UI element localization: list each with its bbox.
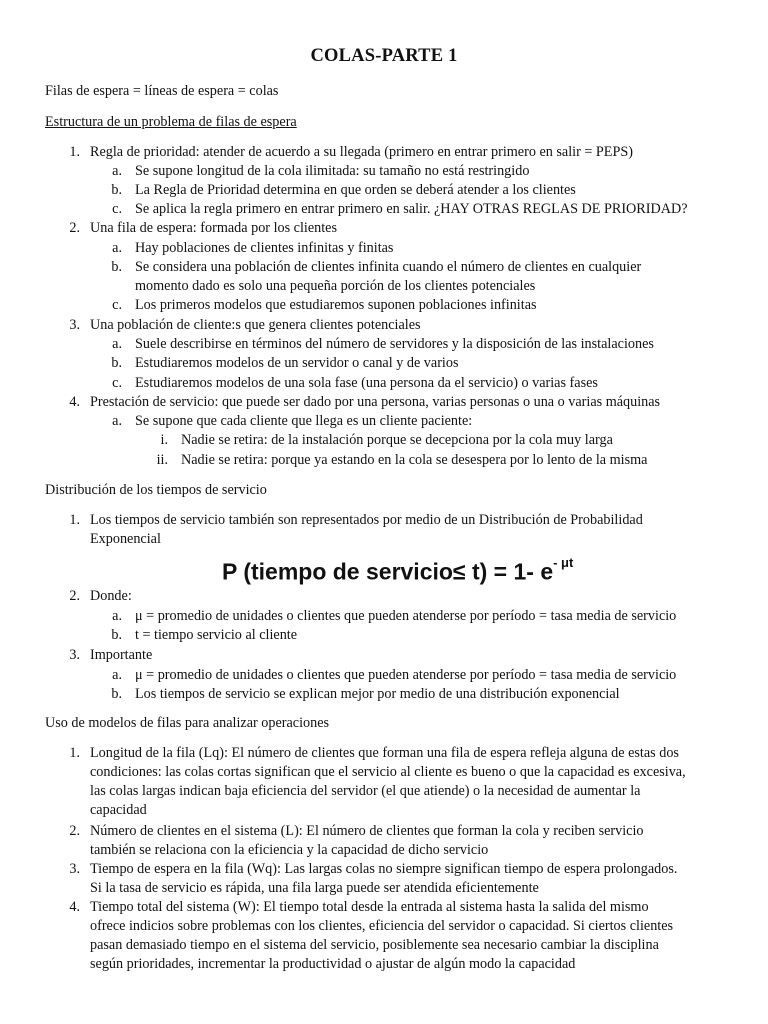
- sublist-item: Se considera una población de clientes infinita cuando el número de clientes en cualquier: [135, 259, 642, 275]
- sublist-letter: b.: [111, 355, 122, 371]
- sublist-item: Se aplica la regla primero en entrar primero en salir. ¿HAY OTRAS REGLAS DE PRIORIDAD?: [135, 201, 688, 217]
- list-item: Tiempo total del sistema (W): El tiempo total desde la entrada al sistema hasta la salida del mismo: [90, 899, 649, 915]
- sublist-letter: a.: [112, 240, 122, 256]
- list-item: Donde:: [90, 588, 132, 604]
- page-title: COLAS-PARTE 1: [310, 46, 458, 66]
- list-item-continuation: las colas largas indican baja eficiencia del servidor (el que atiende) o la necesidad de aumentar la: [90, 783, 641, 799]
- sublist-item: La Regla de Prioridad determina en que orden se deberá atender a los clientes: [135, 182, 576, 198]
- list-item: Importante: [90, 647, 153, 663]
- sublist-letter: a.: [112, 163, 122, 179]
- list-number: 1.: [69, 745, 80, 761]
- sublist-item: Hay poblaciones de clientes infinitas y finitas: [135, 240, 394, 256]
- list-item-continuation: Si la tasa de servicio es rápida, una fila larga puede ser atendida eficientemente: [90, 880, 539, 896]
- sublist-item: Estudiaremos modelos de un servidor o canal y de varios: [135, 355, 459, 371]
- sublist-item: μ = promedio de unidades o clientes que pueden atenderse por período = tasa media de servicio: [135, 667, 677, 683]
- subsublist-numeral: i.: [160, 432, 168, 448]
- sublist-letter: b.: [111, 686, 122, 702]
- formula-main: P (tiempo de servicio≤ t) = 1- e: [222, 558, 554, 585]
- sublist-letter: c.: [112, 297, 122, 313]
- list-item-continuation: capacidad: [90, 802, 147, 818]
- subsublist-item: Nadie se retira: porque ya estando en la cola se desespera por lo lento de la misma: [181, 452, 648, 468]
- list-item: Longitud de la fila (Lq): El número de clientes que forman una fila de espera refleja alguna de estas dos: [90, 745, 679, 761]
- sublist-letter: a.: [112, 336, 122, 352]
- sublist-item-continuation: momento dado es solo una pequeña porción de los clientes potenciales: [135, 278, 536, 294]
- sublist-letter: a.: [112, 667, 122, 683]
- formula-exponent: - μt: [553, 555, 574, 570]
- sublist-letter: c.: [112, 375, 122, 391]
- list-number: 2.: [69, 220, 80, 236]
- sublist-item: Se supone longitud de la cola ilimitada: su tamaño no está restringido: [135, 163, 530, 179]
- list-item-continuation: pasan demasiado tiempo en el sistema del servicio, posiblemente sea necesario cambiar la disciplina: [90, 937, 659, 953]
- sublist-item: μ = promedio de unidades o clientes que pueden atenderse por período = tasa media de servicio: [135, 608, 677, 624]
- sublist-letter: c.: [112, 201, 122, 217]
- subsublist-numeral: ii.: [156, 452, 168, 468]
- sublist-letter: b.: [111, 627, 122, 643]
- subsublist-item: Nadie se retira: de la instalación porque se decepciona por la cola muy larga: [181, 432, 613, 448]
- list-item-continuation: condiciones: las colas cortas significan que el servicio al cliente es bueno o que la capacidad es excesiva,: [90, 764, 686, 780]
- list-item-continuation: según prioridades, incrementar la productividad o ajustar de algún modo la capacidad: [90, 956, 576, 972]
- section1-heading: Estructura de un problema de filas de espera: [45, 114, 297, 130]
- sublist-item: Los tiempos de servicio se explican mejor por medio de una distribución exponencial: [135, 686, 620, 702]
- list-item: Una población de cliente:s que genera clientes potenciales: [90, 317, 421, 333]
- sublist-item: t = tiempo servicio al cliente: [135, 627, 298, 643]
- list-item: Los tiempos de servicio también son representados por medio de un Distribución de Probabilidad: [90, 512, 643, 528]
- list-number: 3.: [69, 861, 80, 877]
- sublist-letter: b.: [111, 259, 122, 275]
- sublist-letter: b.: [111, 182, 122, 198]
- sublist-item: Suele describirse en términos del número de servidores y la disposición de las instalaciones: [135, 336, 654, 352]
- sublist-item: Los primeros modelos que estudiaremos suponen poblaciones infinitas: [135, 297, 537, 313]
- list-item-continuation: también se relaciona con la eficiencia y la capacidad de dicho servicio: [90, 842, 489, 858]
- list-number: 2.: [69, 823, 80, 839]
- list-number: 1.: [69, 144, 80, 160]
- list-item-continuation: ofrece indicios sobre problemas con los clientes, eficiencia del servidor o capacidad. Si ciertos clientes: [90, 918, 674, 934]
- list-number: 1.: [69, 512, 80, 528]
- list-item: Tiempo de espera en la fila (Wq): Las largas colas no siempre significan tiempo de espera prolongados.: [90, 861, 678, 877]
- sublist-letter: a.: [112, 413, 122, 429]
- list-item: Prestación de servicio: que puede ser dado por una persona, varias personas o una o varias máquinas: [90, 394, 661, 410]
- intro-text: Filas de espera = líneas de espera = colas: [45, 83, 279, 99]
- section3-heading: Uso de modelos de filas para analizar operaciones: [45, 715, 330, 731]
- list-item-continuation: Exponencial: [90, 531, 161, 547]
- list-item: Una fila de espera: formada por los clientes: [90, 220, 337, 236]
- list-number: 4.: [69, 899, 80, 915]
- list-number: 3.: [69, 317, 80, 333]
- sublist-letter: a.: [112, 608, 122, 624]
- section2-heading: Distribución de los tiempos de servicio: [45, 482, 267, 498]
- sublist-item: Se supone que cada cliente que llega es un cliente paciente:: [135, 413, 473, 429]
- list-number: 4.: [69, 394, 80, 410]
- probability-formula: [222, 552, 573, 587]
- list-item: Regla de prioridad: atender de acuerdo a su llegada (primero en entrar primero en salir = PEPS): [90, 144, 633, 160]
- list-number: 3.: [69, 647, 80, 663]
- sublist-item: Estudiaremos modelos de una sola fase (una persona da el servicio) o varias fases: [135, 375, 598, 391]
- list-item: Número de clientes en el sistema (L): El número de clientes que forman la cola y reciben servicio: [90, 823, 644, 839]
- list-number: 2.: [69, 588, 80, 604]
